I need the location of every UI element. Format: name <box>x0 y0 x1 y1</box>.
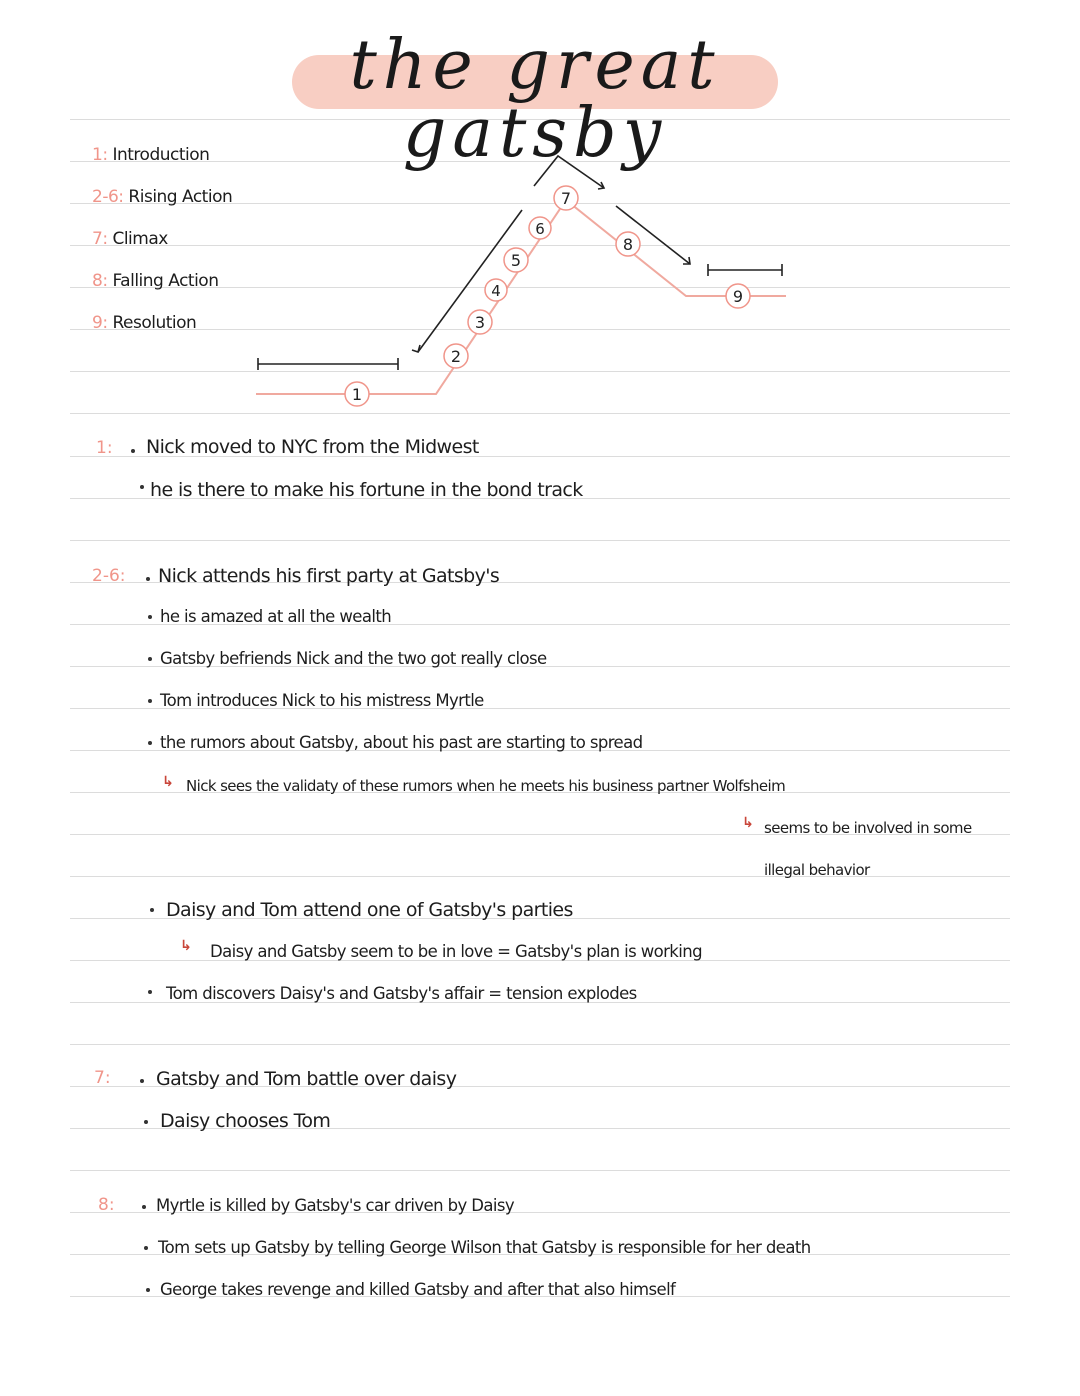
bullet-dot <box>148 741 152 745</box>
note-line: Nick attends his first party at Gatsby's <box>158 565 500 587</box>
svg-text:3: 3 <box>474 313 486 332</box>
bullet-dot <box>146 577 150 581</box>
svg-text:1: 1 <box>351 385 363 404</box>
marker-3 <box>468 310 492 334</box>
section-number: 8: <box>98 1195 115 1215</box>
ruled-line <box>70 540 1010 541</box>
svg-text:6: 6 <box>535 220 545 238</box>
bullet-dot <box>148 699 152 703</box>
note-line: Nick sees the validaty of these rumors when he meets his business partner Wolfsheim <box>186 777 786 795</box>
legend-item: 1: Introduction <box>92 145 210 165</box>
bullet-dot <box>148 657 152 661</box>
bullet-dot <box>131 449 135 453</box>
legend-item: 8: Falling Action <box>92 271 219 291</box>
svg-text:8: 8 <box>622 235 634 254</box>
note-line: Tom sets up Gatsby by telling George Wilson that Gatsby is responsible for her death <box>158 1238 811 1257</box>
plot-structure-diagram <box>0 0 1080 420</box>
bullet-dot <box>140 485 144 489</box>
note-line: Myrtle is killed by Gatsby's car driven by Daisy <box>156 1196 515 1215</box>
bullet-dot <box>140 1079 144 1083</box>
bullet-dot <box>142 1205 146 1209</box>
bullet-dot <box>148 990 152 994</box>
marker-4 <box>485 279 507 301</box>
note-line: the rumors about Gatsby, about his past are starting to spread <box>160 733 643 752</box>
bullet-dot <box>144 1246 148 1250</box>
note-line: Gatsby befriends Nick and the two got really close <box>160 649 547 668</box>
svg-text:2: 2 <box>450 347 462 366</box>
svg-text:5: 5 <box>510 251 522 270</box>
note-line: Tom discovers Daisy's and Gatsby's affair = tension explodes <box>166 984 637 1003</box>
section-number: 2-6: <box>92 566 126 586</box>
note-line: Gatsby and Tom battle over daisy <box>156 1068 457 1090</box>
note-line: George takes revenge and killed Gatsby and after that also himself <box>160 1280 676 1299</box>
sub-arrow-icon: ↳ <box>742 815 754 831</box>
marker-7 <box>554 186 578 210</box>
note-line: Tom introduces Nick to his mistress Myrtle <box>160 691 484 710</box>
note-line: Daisy chooses Tom <box>160 1110 331 1132</box>
page-title: the great gatsby <box>349 26 721 173</box>
note-line: he is there to make his fortune in the bond track <box>150 479 583 501</box>
ruled-line <box>70 1170 1010 1171</box>
section-number: 1: <box>96 438 113 458</box>
sub-arrow-icon: ↳ <box>162 774 174 790</box>
marker-6 <box>529 217 551 239</box>
section-number: 7: <box>94 1068 111 1088</box>
note-line: illegal behavior <box>764 861 870 879</box>
plot-line <box>256 200 786 394</box>
legend-item: 9: Resolution <box>92 313 197 333</box>
sub-arrow-icon: ↳ <box>180 938 192 954</box>
svg-text:7: 7 <box>560 189 572 208</box>
note-line: seems to be involved in some <box>764 819 972 837</box>
note-line: Daisy and Gatsby seem to be in love = Gatsby's plan is working <box>210 942 702 961</box>
note-line: Daisy and Tom attend one of Gatsby's parties <box>166 899 573 921</box>
legend-item: 7: Climax <box>92 229 168 249</box>
marker-9 <box>726 284 750 308</box>
bullet-dot <box>146 1288 150 1292</box>
note-line: he is amazed at all the wealth <box>160 607 392 626</box>
marker-8 <box>616 232 640 256</box>
bullet-dot <box>150 908 154 912</box>
legend-item: 2-6: Rising Action <box>92 187 233 207</box>
ruled-line <box>70 1044 1010 1045</box>
marker-5 <box>504 248 528 272</box>
svg-text:4: 4 <box>491 282 501 300</box>
marker-2 <box>444 344 468 368</box>
marker-1 <box>345 382 369 406</box>
bullet-dot <box>144 1120 148 1124</box>
bullet-dot <box>148 615 152 619</box>
svg-text:9: 9 <box>732 287 744 306</box>
note-line: Nick moved to NYC from the Midwest <box>146 436 479 458</box>
